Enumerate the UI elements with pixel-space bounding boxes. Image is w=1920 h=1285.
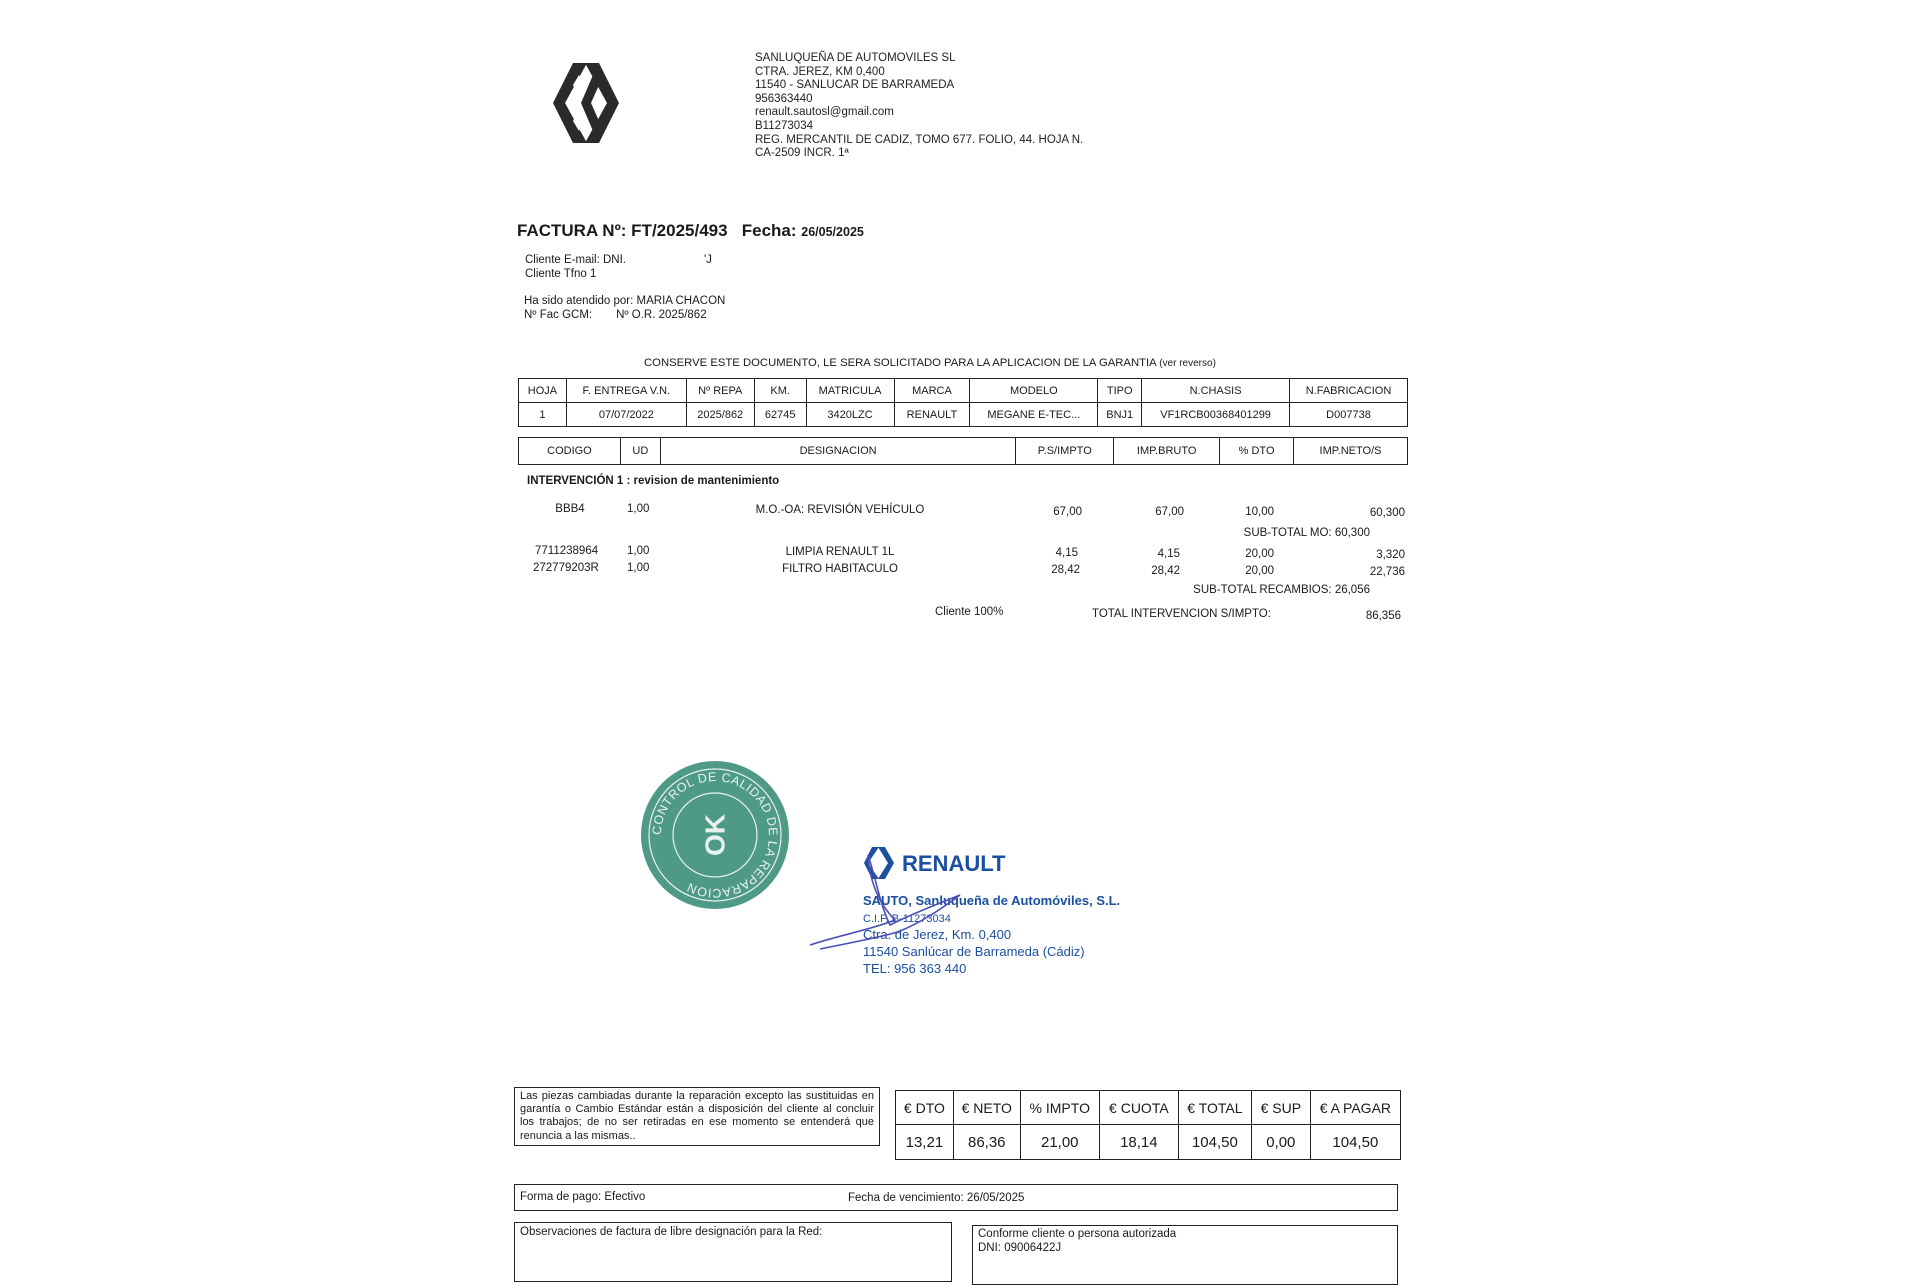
totals-header: % IMPTO xyxy=(1020,1091,1099,1125)
line-price: 28,42 xyxy=(1051,564,1080,576)
line-net: 3,320 xyxy=(1376,549,1405,561)
line-code: 7711238964 xyxy=(535,545,599,557)
line-ud: 1,00 xyxy=(627,562,650,574)
dealer-tel: TEL: 956 363 440 xyxy=(863,961,967,976)
client-info xyxy=(525,254,712,281)
company-city: 11540 - SANLUCAR DE BARRAMEDA xyxy=(755,79,955,92)
vehicle-header: Nº REPA xyxy=(686,379,754,403)
client-conformity-box xyxy=(972,1225,1398,1285)
dealer-city: 11540 Sanlúcar de Barrameda (Cádiz) xyxy=(863,944,1085,959)
totals-header: € TOTAL xyxy=(1178,1091,1251,1125)
line-dto: 20,00 xyxy=(1245,548,1274,560)
totals-cell: 18,14 xyxy=(1099,1125,1178,1160)
fac-gcm-label: Nº Fac GCM: xyxy=(524,308,593,321)
vehicle-header: MATRICULA xyxy=(806,379,894,403)
lines-header: P.S/IMPTO xyxy=(1016,438,1114,465)
vehicle-header: HOJA xyxy=(519,379,567,403)
lines-header: DESIGNACION xyxy=(660,438,1015,465)
client-email-dni: Cliente E-mail: DNI. xyxy=(525,254,626,266)
client-phone: Cliente Tfno 1 xyxy=(525,267,597,280)
vehicle-cell: D007738 xyxy=(1290,403,1408,427)
line-ud: 1,00 xyxy=(627,545,650,557)
payment-due-date: Fecha de vencimiento: 26/05/2025 xyxy=(848,1192,1025,1204)
warranty-notice-text: CONSERVE ESTE DOCUMENTO, LE SERA SOLICITADO PARA LA APLICACION DE LA GARANTIA xyxy=(644,357,1157,369)
invoice-number: FACTURA Nº: FT/2025/493 xyxy=(517,221,728,240)
company-registry-2: CA-2509 INCR. 1ª xyxy=(755,147,849,160)
total-intervention-value: 86,356 xyxy=(1365,610,1401,622)
dealer-name: SAUTO, Sanluqueña de Automóviles, S.L. xyxy=(863,893,1121,908)
subtotal-parts: SUB-TOTAL RECAMBIOS: 26,056 xyxy=(1193,584,1370,596)
vehicle-header: KM. xyxy=(754,379,806,403)
vehicle-cell: 3420LZC xyxy=(806,403,894,427)
vehicle-cell: 62745 xyxy=(754,403,806,427)
attended-info xyxy=(524,295,725,322)
vehicle-header: N.FABRICACION xyxy=(1290,379,1408,403)
vehicle-cell: 07/07/2022 xyxy=(566,403,686,427)
lines-header: % DTO xyxy=(1220,438,1294,465)
dealer-stamp xyxy=(800,835,1130,995)
company-info xyxy=(755,52,1083,161)
totals-cell: 0,00 xyxy=(1251,1125,1310,1160)
or-number: Nº O.R. 2025/862 xyxy=(616,308,707,321)
company-phone: 956363440 xyxy=(755,92,813,105)
company-email: renault.sautosl@gmail.com xyxy=(755,106,894,119)
company-registry: REG. MERCANTIL DE CADIZ, TOMO 677. FOLIO, 44. HOJA N. xyxy=(755,133,1084,146)
totals-cell: 104,50 xyxy=(1178,1125,1251,1160)
totals-header: € A PAGAR xyxy=(1310,1091,1400,1125)
invoice-title xyxy=(517,221,864,241)
company-road: CTRA. JEREZ, KM 0,400 xyxy=(755,65,885,78)
payment-box xyxy=(514,1184,1398,1211)
lines-header: UD xyxy=(620,438,660,465)
vehicle-header: MARCA xyxy=(894,379,970,403)
line-price: 67,00 xyxy=(1053,506,1082,518)
line-gross: 28,42 xyxy=(1151,565,1180,577)
vehicle-header: F. ENTREGA V.N. xyxy=(566,379,686,403)
totals-cell: 13,21 xyxy=(896,1125,954,1160)
invoice-date-label: Fecha: xyxy=(741,221,797,240)
parts-notice: Las piezas cambiadas durante la reparación excepto las sustituidas en garantía o Cambio Estándar están a disposición del cliente al concluir los trabajos; de no ser retiradas en ese momento se entenderá que renuncia a las mismas.. xyxy=(514,1087,880,1146)
vehicle-header: N.CHASIS xyxy=(1142,379,1290,403)
vehicle-value-row xyxy=(519,403,1408,427)
totals-header-row xyxy=(896,1091,1401,1125)
invoice-date: 26/05/2025 xyxy=(801,225,864,239)
line-dto: 10,00 xyxy=(1245,506,1274,518)
line-desc: M.O.-OA: REVISIÓN VEHÍCULO xyxy=(755,504,925,516)
lines-header-row xyxy=(519,438,1408,465)
line-net: 60,300 xyxy=(1369,507,1405,519)
client-percentage: Cliente 100% xyxy=(935,606,1004,618)
totals-header: € DTO xyxy=(896,1091,954,1125)
lines-header: CODIGO xyxy=(519,438,621,465)
vehicle-cell: VF1RCB00368401299 xyxy=(1142,403,1290,427)
renault-logo xyxy=(553,63,619,143)
totals-cell: 21,00 xyxy=(1020,1125,1099,1160)
line-desc: FILTRO HABITACULO xyxy=(782,563,898,575)
total-intervention-label: TOTAL INTERVENCION S/IMPTO: xyxy=(1092,608,1271,620)
vehicle-header-row xyxy=(519,379,1408,403)
intervention-title: INTERVENCIÓN 1 : revision de mantenimiento xyxy=(527,475,780,487)
line-price: 4,15 xyxy=(1055,547,1078,559)
vehicle-header: TIPO xyxy=(1098,379,1142,403)
lines-header-table xyxy=(518,437,1408,465)
vehicle-header: MODELO xyxy=(970,379,1098,403)
dealer-cif: C.I.F. B-11273034 xyxy=(863,913,951,925)
totals-value-row xyxy=(896,1125,1401,1160)
line-gross: 67,00 xyxy=(1155,506,1184,518)
company-name: SANLUQUEÑA DE AUTOMOVILES SL xyxy=(755,52,956,64)
line-gross: 4,15 xyxy=(1157,548,1180,560)
totals-cell: 104,50 xyxy=(1310,1125,1400,1160)
line-dto: 20,00 xyxy=(1245,565,1274,577)
line-net: 22,736 xyxy=(1369,566,1405,578)
vehicle-cell: RENAULT xyxy=(894,403,970,427)
vehicle-cell: BNJ1 xyxy=(1098,403,1142,427)
vehicle-table xyxy=(518,378,1408,427)
stamp-ok-text: OK xyxy=(699,814,731,856)
stamp-ring-text: CONTROL DE CALIDAD DE LA REPARACION xyxy=(649,769,781,901)
attended-by: Ha sido atendido por: MARIA CHACON xyxy=(524,295,726,307)
lines-header: IMP.BRUTO xyxy=(1114,438,1220,465)
lines-header: IMP.NETO/S xyxy=(1294,438,1408,465)
totals-table xyxy=(895,1090,1401,1160)
dealer-brand: RENAULT xyxy=(902,851,1006,876)
payment-method: Forma de pago: Efectivo xyxy=(520,1191,646,1203)
vehicle-cell: MEGANE E-TEC... xyxy=(970,403,1098,427)
line-code: BBB4 xyxy=(555,503,585,515)
vehicle-cell: 2025/862 xyxy=(686,403,754,427)
conformity-label: Conforme cliente o persona autorizada xyxy=(978,1228,1177,1240)
quality-control-stamp xyxy=(640,760,790,910)
totals-header: € NETO xyxy=(953,1091,1020,1125)
subtotal-mo: SUB-TOTAL MO: 60,300 xyxy=(1243,527,1370,539)
client-dni-suffix: 'J xyxy=(703,254,712,266)
observations-box: Observaciones de factura de libre designación para la Red: xyxy=(514,1222,952,1282)
warranty-notice-small: (ver reverso) xyxy=(1159,358,1216,369)
line-code: 272779203R xyxy=(533,562,599,574)
line-ud: 1,00 xyxy=(627,503,650,515)
warranty-notice xyxy=(644,357,1216,369)
conformity-dni: DNI: 09006422J xyxy=(978,1241,1062,1254)
totals-header: € SUP xyxy=(1251,1091,1310,1125)
line-desc: LIMPIA RENAULT 1L xyxy=(785,546,895,558)
vehicle-cell: 1 xyxy=(519,403,567,427)
dealer-address: Ctra. de Jerez, Km. 0,400 xyxy=(863,927,1012,942)
company-cif: B11273034 xyxy=(755,119,813,132)
totals-header: € CUOTA xyxy=(1099,1091,1178,1125)
totals-cell: 86,36 xyxy=(953,1125,1020,1160)
